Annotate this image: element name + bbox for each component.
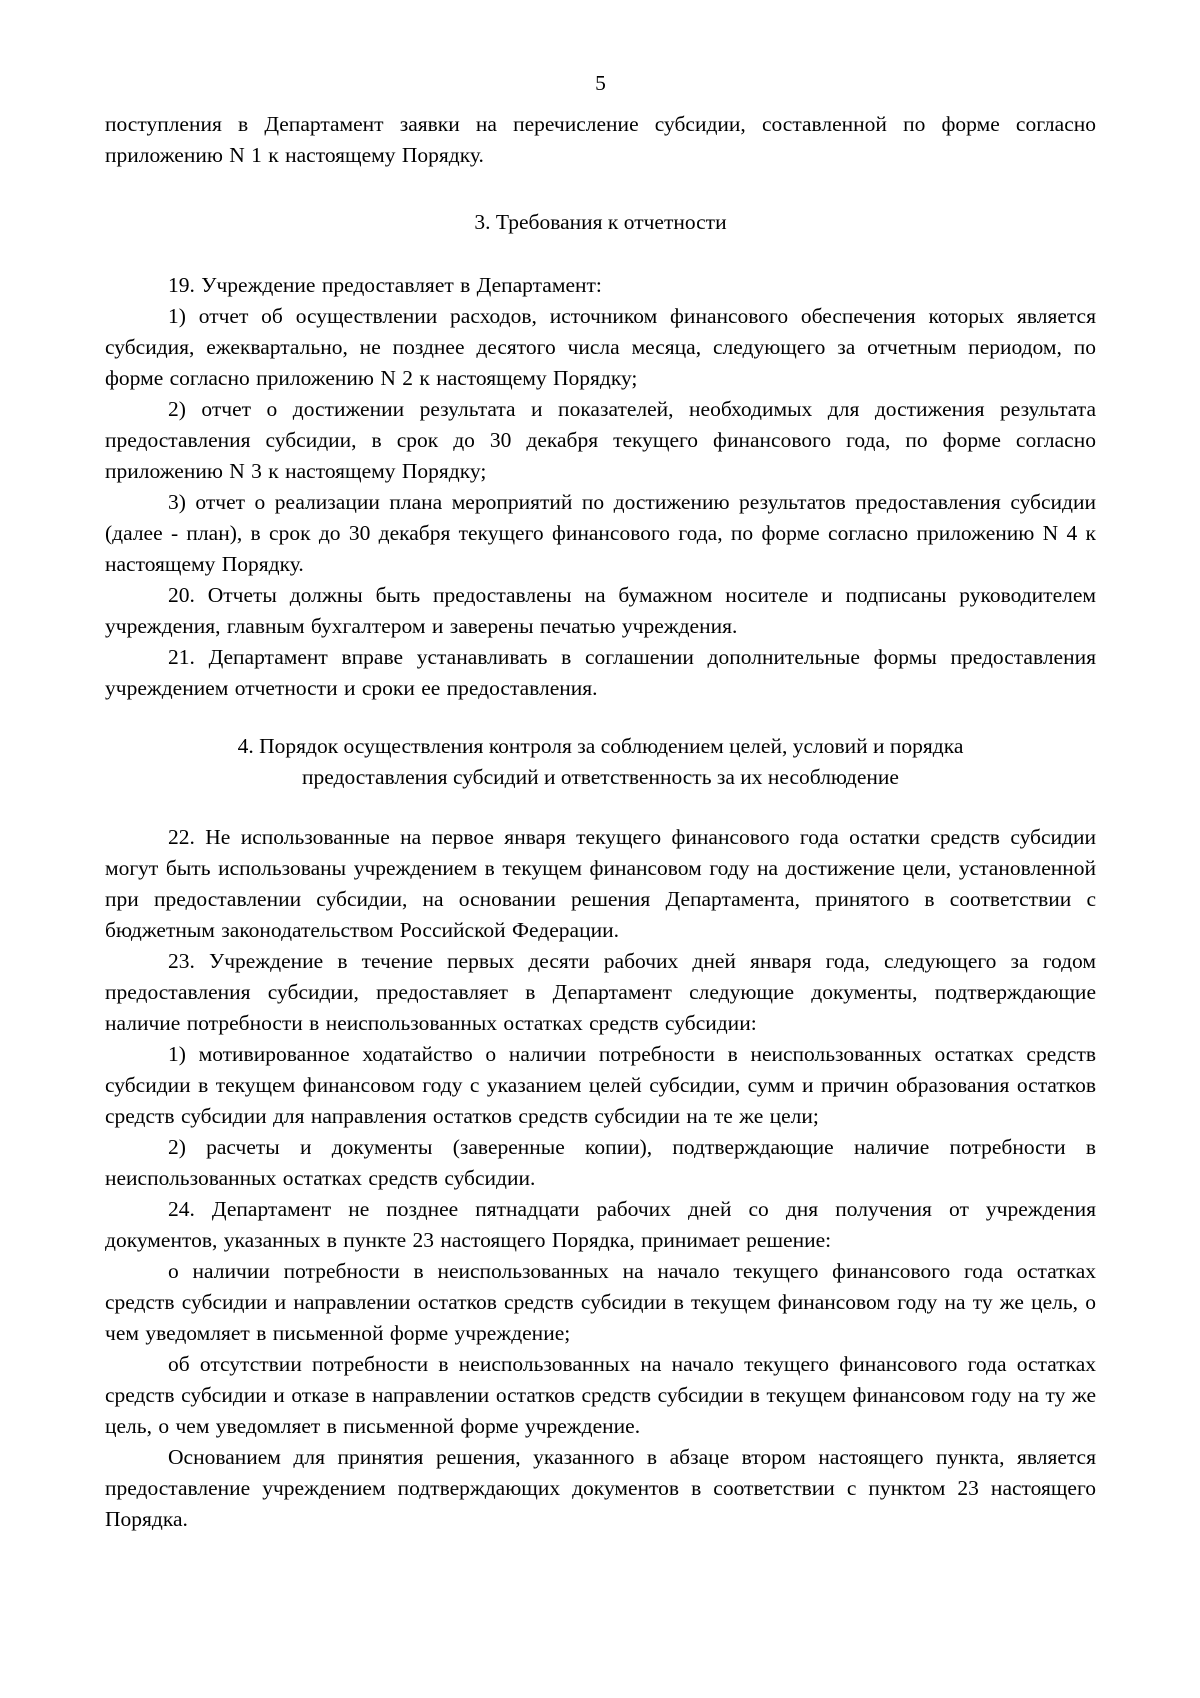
paragraph-19-item-3: 3) отчет о реализации плана мероприятий по достижению результатов предоставления субсидии (далее - план), в срок до 30 декабря текущего финансового года, по форме согласно приложению N 4 к настоящему Порядку. xyxy=(105,490,1096,576)
section-heading-4-line-1: 4. Порядок осуществления контроля за соблюдением целей, условий и порядка xyxy=(237,734,964,758)
paragraph-22: 22. Не использованные на первое января текущего финансового года остатки средств субсидии могут быть использованы учреждением в текущем финансовом году на достижение цели, установленной при предоставлении субсидии, на основании решения Департамента, принятого в соответствии с бюджетным законодательством Российской Федерации. xyxy=(105,825,1096,942)
paragraph-continuation: поступления в Департамент заявки на перечисление субсидии, составленной по форме согласно приложению N 1 к настоящему Порядку. xyxy=(105,112,1096,167)
paragraph-21: 21. Департамент вправе устанавливать в соглашении дополнительные формы предоставления учреждением отчетности и сроки ее предоставления. xyxy=(105,645,1096,700)
paragraph-24: 24. Департамент не позднее пятнадцати рабочих дней со дня получения от учреждения документов, указанных в пункте 23 настоящего Порядка, принимает решение: xyxy=(105,1197,1096,1252)
section-heading-4 xyxy=(105,731,1096,793)
section-heading-4-line-2: предоставления субсидий и ответственность за их несоблюдение xyxy=(302,765,899,789)
paragraph-24-basis: Основанием для принятия решения, указанного в абзаце втором настоящего пункта, является предоставление учреждением подтверждающих документов в соответствии с пунктом 23 настоящего Порядка. xyxy=(105,1445,1096,1531)
paragraph-19-item-2: 2) отчет о достижении результата и показателей, необходимых для достижения результата предоставления субсидии, в срок до 30 декабря текущего финансового года, по форме согласно приложению N 3 к настоящему Порядку; xyxy=(105,397,1096,483)
document-body xyxy=(105,109,1096,1535)
paragraph-20: 20. Отчеты должны быть предоставлены на бумажном носителе и подписаны руководителем учреждения, главным бухгалтером и заверены печатью учреждения. xyxy=(105,583,1096,638)
paragraph-24-decision-presence: о наличии потребности в неиспользованных на начало текущего финансового года остатках средств субсидии и направлении остатков средств субсидии в текущем финансовом году на ту же цель, о чем уведомляет в письменной форме учреждение; xyxy=(105,1259,1096,1345)
paragraph-23: 23. Учреждение в течение первых десяти рабочих дней января года, следующего за годом предоставления субсидии, предоставляет в Департамент следующие документы, подтверждающие наличие потребности в неиспользованных остатках средств субсидии: xyxy=(105,949,1096,1035)
paragraph-23-item-2: 2) расчеты и документы (заверенные копии), подтверждающие наличие потребности в неиспользованных остатках средств субсидии. xyxy=(105,1135,1096,1190)
paragraph-19: 19. Учреждение предоставляет в Департамент: xyxy=(168,273,602,297)
paragraph-19-item-1: 1) отчет об осуществлении расходов, источником финансового обеспечения которых является субсидия, ежеквартально, не позднее десятого числа месяца, следующего за отчетным периодом, по форме согласно приложению N 2 к настоящему Порядку; xyxy=(105,304,1096,390)
paragraph-23-item-1: 1) мотивированное ходатайство о наличии потребности в неиспользованных остатках средств субсидии в текущем финансовом году с указанием целей субсидии, сумм и причин образования остатков средств субсидии для направления остатков средств субсидии на те же цели; xyxy=(105,1042,1096,1128)
paragraph-24-decision-absence: об отсутствии потребности в неиспользованных на начало текущего финансового года остатках средств субсидии и отказе в направлении остатков средств субсидии в текущем финансовом году на ту же цель, о чем уведомляет в письменной форме учреждение. xyxy=(105,1352,1096,1438)
page-number: 5 xyxy=(595,71,606,95)
section-heading-3: 3. Требования к отчетности xyxy=(474,210,727,234)
